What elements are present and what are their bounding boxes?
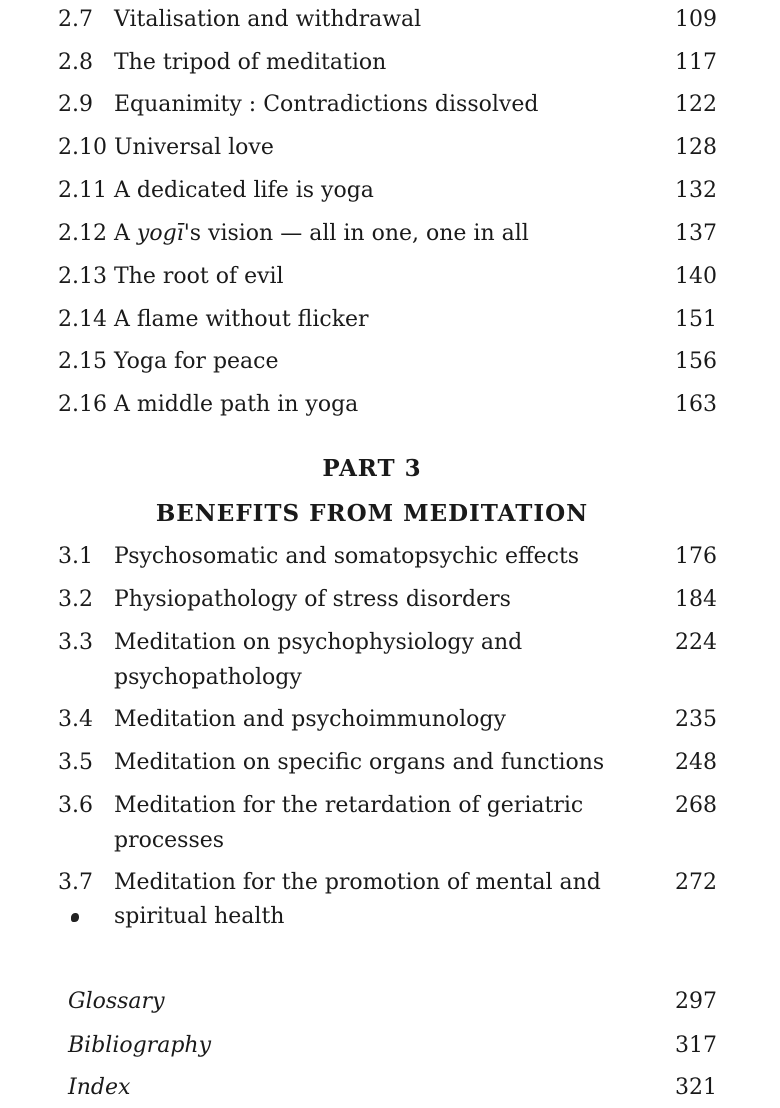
entry-number: 3.3 bbox=[58, 630, 93, 655]
entry-number: 2.15 bbox=[58, 349, 107, 374]
entry-page: 151 bbox=[675, 307, 717, 332]
toc-entry bbox=[0, 625, 780, 661]
entry-page: 117 bbox=[675, 50, 717, 75]
entry-title: Meditation for the promotion of mental and bbox=[114, 870, 601, 895]
entry-page: 297 bbox=[675, 989, 717, 1014]
entry-page: 132 bbox=[675, 178, 717, 203]
toc-entry bbox=[0, 745, 780, 781]
entry-title: Physiopathology of stress disorders bbox=[114, 587, 511, 612]
entry-number: 3.2 bbox=[58, 587, 93, 612]
entry-title: Equanimity : Contradictions dissolved bbox=[114, 92, 539, 117]
entry-title: Glossary bbox=[68, 989, 165, 1014]
entry-title: The root of evil bbox=[114, 264, 284, 289]
entry-page: 156 bbox=[675, 349, 717, 374]
title-italic-term: yogī bbox=[136, 221, 184, 246]
entry-title: A middle path in yoga bbox=[114, 392, 359, 417]
entry-page: 122 bbox=[675, 92, 717, 117]
entry-number: 3.7 bbox=[58, 870, 93, 895]
entry-number: 3.6 bbox=[58, 793, 93, 818]
toc-entry bbox=[0, 539, 780, 575]
toc-entry bbox=[0, 130, 780, 166]
entry-page: 272 bbox=[675, 870, 717, 895]
part-heading: PART 3 bbox=[322, 455, 422, 482]
title-part: A bbox=[114, 221, 137, 246]
entry-title: A flame without flicker bbox=[114, 307, 369, 332]
entry-page: 184 bbox=[675, 587, 717, 612]
toc-entry bbox=[0, 302, 780, 338]
entry-title: Psychosomatic and somatopsychic effects bbox=[114, 544, 580, 569]
entry-title-continuation: spiritual health bbox=[114, 904, 285, 929]
entry-number: 2.12 bbox=[58, 221, 107, 246]
entry-page: 317 bbox=[675, 1033, 717, 1058]
entry-title: Index bbox=[68, 1075, 131, 1100]
entry-number: 2.16 bbox=[58, 392, 107, 417]
entry-page: 109 bbox=[675, 7, 717, 32]
entry-number: 3.1 bbox=[58, 544, 93, 569]
entry-number: 2.9 bbox=[58, 92, 93, 117]
entry-number: 2.8 bbox=[58, 50, 93, 75]
toc-entry bbox=[0, 387, 780, 423]
entry-page: 128 bbox=[675, 135, 717, 160]
entry-number: 2.14 bbox=[58, 307, 107, 332]
toc-entry bbox=[0, 216, 780, 252]
entry-title: Meditation and psychoimmunology bbox=[114, 707, 506, 732]
entry-number: 2.11 bbox=[58, 178, 107, 203]
entry-page: 235 bbox=[675, 707, 717, 732]
entry-title: Yoga for peace bbox=[114, 349, 279, 374]
ink-blot-mark bbox=[71, 913, 79, 922]
entry-title: Meditation on psychophysiology and bbox=[114, 630, 523, 655]
part-subheading: BENEFITS FROM MEDITATION bbox=[155, 500, 589, 527]
entry-number: 2.10 bbox=[58, 135, 107, 160]
entry-title: Universal love bbox=[114, 135, 274, 160]
toc-entry bbox=[0, 259, 780, 295]
entry-number: 3.4 bbox=[58, 707, 93, 732]
toc-entry bbox=[0, 45, 780, 81]
entry-page: 268 bbox=[675, 793, 717, 818]
toc-entry bbox=[0, 344, 780, 380]
entry-number: 3.5 bbox=[58, 750, 93, 775]
toc-entry bbox=[0, 702, 780, 738]
entry-title bbox=[114, 216, 529, 252]
toc-entry bbox=[0, 173, 780, 209]
entry-page: 176 bbox=[675, 544, 717, 569]
toc-entry bbox=[0, 865, 780, 901]
entry-page: 321 bbox=[675, 1075, 717, 1100]
entry-page: 224 bbox=[675, 630, 717, 655]
entry-page: 248 bbox=[675, 750, 717, 775]
toc-entry bbox=[0, 984, 780, 1020]
entry-title-continuation: psychopathology bbox=[114, 665, 302, 690]
entry-title: Bibliography bbox=[68, 1033, 211, 1058]
toc-entry bbox=[0, 788, 780, 824]
entry-page: 137 bbox=[675, 221, 717, 246]
entry-title: A dedicated life is yoga bbox=[114, 178, 374, 203]
toc-entry bbox=[0, 87, 780, 123]
entry-number: 2.13 bbox=[58, 264, 107, 289]
entry-title-continuation: processes bbox=[114, 828, 225, 853]
toc-entry bbox=[0, 2, 780, 38]
entry-number: 2.7 bbox=[58, 7, 93, 32]
toc-entry bbox=[0, 582, 780, 618]
entry-title: Vitalisation and withdrawal bbox=[114, 7, 422, 32]
entry-title: The tripod of meditation bbox=[114, 50, 387, 75]
entry-title: Meditation for the retardation of geriatric bbox=[114, 793, 584, 818]
entry-page: 140 bbox=[675, 264, 717, 289]
entry-page: 163 bbox=[675, 392, 717, 417]
entry-title: Meditation on specific organs and functions bbox=[114, 750, 605, 775]
title-part: 's vision — all in one, one in all bbox=[183, 221, 529, 246]
toc-entry bbox=[0, 1028, 780, 1064]
toc-entry bbox=[0, 1070, 780, 1106]
